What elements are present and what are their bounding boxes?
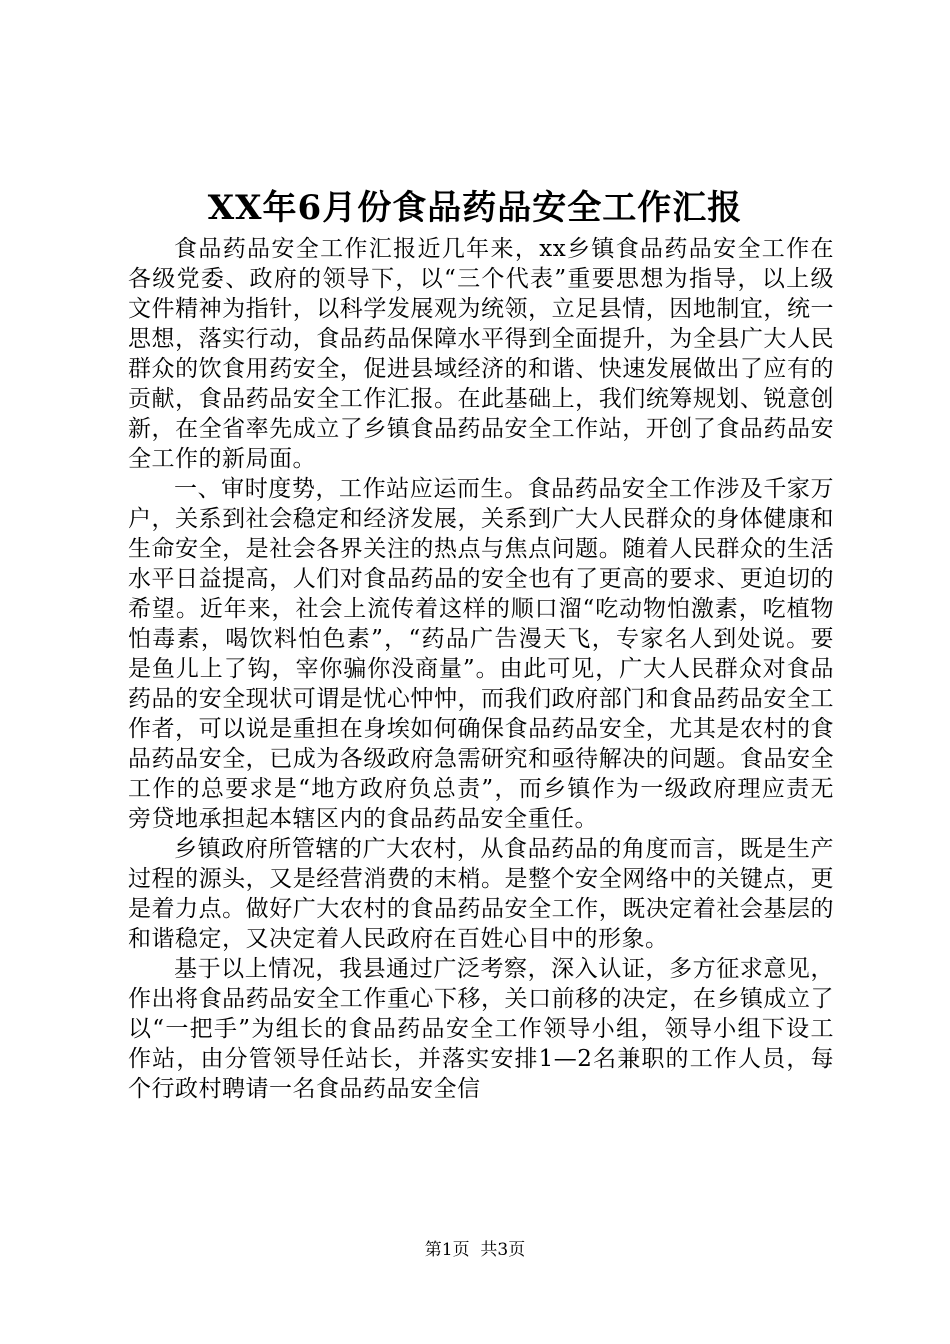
page-number-total: 共3页 xyxy=(480,1240,526,1260)
document-body xyxy=(128,234,834,1104)
paragraph-section-one: 一、审时度势，工作站应运而生。食品药品安全工作涉及千家万户，关系到社会稳定和经济发展，关系到广大人民群众的身体健康和生命安全，是社会各界关注的热点与焦点问题。随着人民群众的生活水平日益提高，人们对食品药品的安全也有了更高的要求、更迫切的希望。近年来，社会上流传着这样的顺口溜“吃动物怕激素，吃植物怕毒素，喝饮料怕色素”，“药品广告漫天飞，专家名人到处说。要是鱼儿上了钩，宰你骗你没商量”。由此可见，广大人民群众对食品药品的安全现状可谓是忧心忡忡，而我们政府部门和食品药品安全工作者，可以说是重担在身埃如何确保食品药品安全，尤其是农村的食品药品安全，已成为各级政府急需研究和亟待解决的问题。食品安全工作的总要求是“地方政府负总责”，而乡镇作为一级政府理应责无旁贷地承担起本辖区内的食品药品安全重任。 xyxy=(128,476,834,832)
footer-spacer xyxy=(470,1240,481,1260)
document-title: XX年6月份食品药品安全工作汇报 xyxy=(207,188,743,228)
paragraph-rural-areas: 乡镇政府所管辖的广大农村，从食品药品的角度而言，既是生产过程的源头，又是经营消费的末梢。是整个安全网络中的关键点，更是着力点。做好广大农村的食品药品安全工作，既决定着社会基层的和谐稳定，又决定着人民政府在百姓心目中的形象。 xyxy=(128,836,834,952)
page-number-current: 第1页 xyxy=(424,1240,470,1260)
paragraph-intro: 食品药品安全工作汇报近几年来，xx乡镇食品药品安全工作在各级党委、政府的领导下，以“三个代表”重要思想为指导，以上级文件精神为指针，以科学发展观为统领，立足县情，因地制宜，统一思想，落实行动，食品药品保障水平得到全面提升，为全县广大人民群众的饮食用药安全，促进县域经济的和谐、快速发展做出了应有的贡献，食品药品安全工作汇报。在此基础上，我们统筹规划、锐意创新，在全省率先成立了乡镇食品药品安全工作站，开创了食品药品安全工作的新局面。 xyxy=(128,236,834,472)
page-footer xyxy=(0,1238,950,1262)
paragraph-decision: 基于以上情况，我县通过广泛考察，深入认证，多方征求意见，作出将食品药品安全工作重心下移，关口前移的决定，在乡镇成立了以“一把手”为组长的食品药品安全工作领导小组，领导小组下设工作站，由分管领导任站长，并落实安排1—2名兼职的工作人员，每个行政村聘请一名食品药品安全信 xyxy=(128,956,834,1102)
